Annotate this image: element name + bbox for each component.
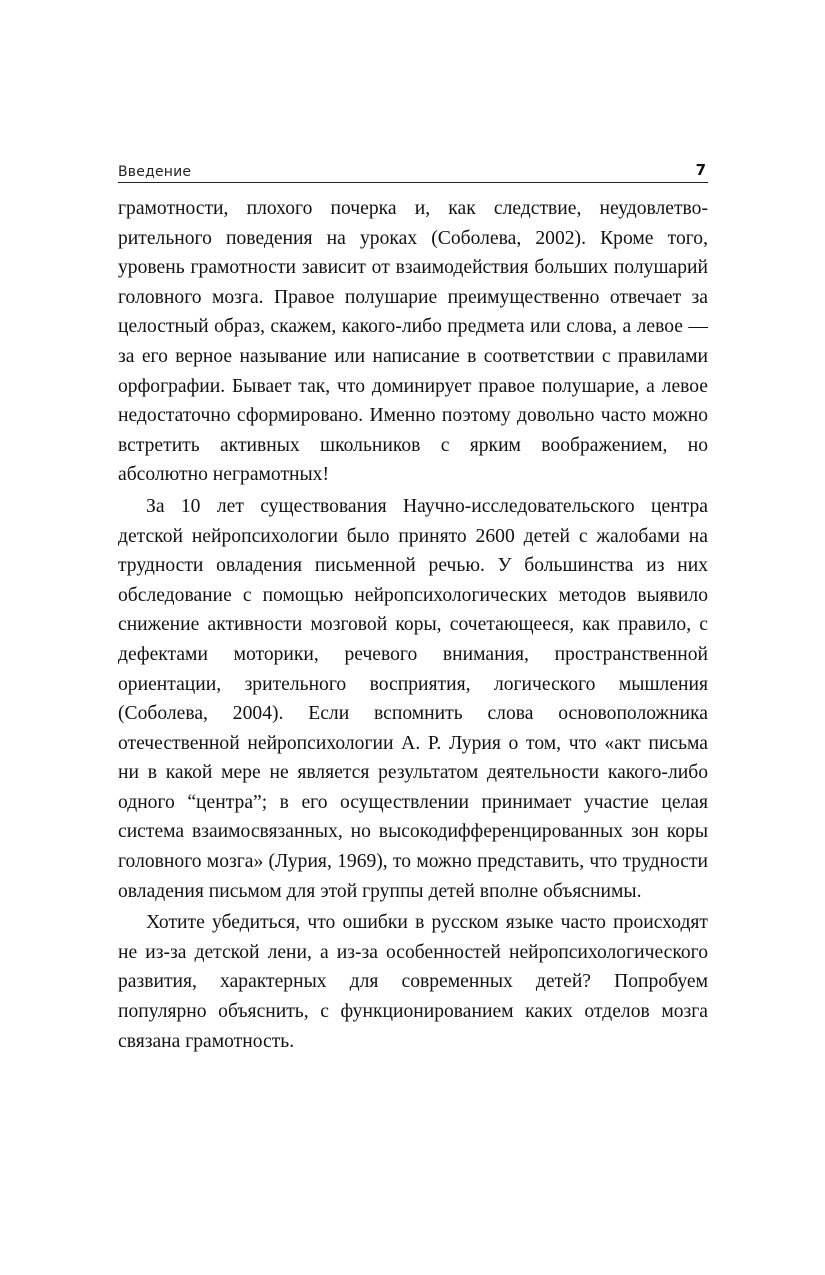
paragraph: За 10 лет существования Научно-исследовательского центра детской нейропсихологии было принято 2600 детей с жалобами на трудности овладения письменной речью. У большинства из них обследование с помощью нейропсихологических методов выявило снижение активности мозговой коры, сочетающееся, как правило, с дефектами моторики, речевого внимания, пространственной ориентации, зрительного восприятия, логического мышления (Соболева, 2004). Если вспомнить слова основоположника отечественной нейропсихологии А. Р. Лурия о том, что «акт письма ни в какой мере не является результатом деятельности какого-либо одного “центра”; в его осуществлении принимает участие целая система взаимосвязанных, но высокодифференцированных зон коры головного мозга» (Лурия, 1969), то можно представить, что трудности овладения письмом для этой группы детей вполне объяснимы. (118, 495, 708, 902)
page-number: 7 (695, 161, 706, 179)
body-text (118, 194, 708, 1056)
running-header (118, 156, 708, 183)
paragraph: Хотите убедиться, что ошибки в русском языке часто происходят не из-за детской лени, а из-за особенностей нейропсихологического развития, характерных для современных детей? Попробуем популярно объяснить, с функционированием каких отделов мозга связана грамотность. (118, 912, 708, 1052)
section-title: Введение (118, 164, 192, 180)
paragraph-continued: грамотности, плохого почерка и, как следствие, неудовлетворительного поведения на уроках (Соболева, 2002). Кроме того, уровень грамотности зависит от взаимодействия больших полушарий головного мозга. Правое полушарие преимущественно отвечает за целостный образ, скажем, какого-либо предмета или слова, а левое — за его верное называние или написание в соответствии с правилами орфографии. Бывает так, что доминирует правое полушарие, а левое недостаточно сформировано. Именно поэтому довольно часто можно встретить активных школьников с ярким воображением, но абсолютно неграмотных! (118, 198, 708, 486)
